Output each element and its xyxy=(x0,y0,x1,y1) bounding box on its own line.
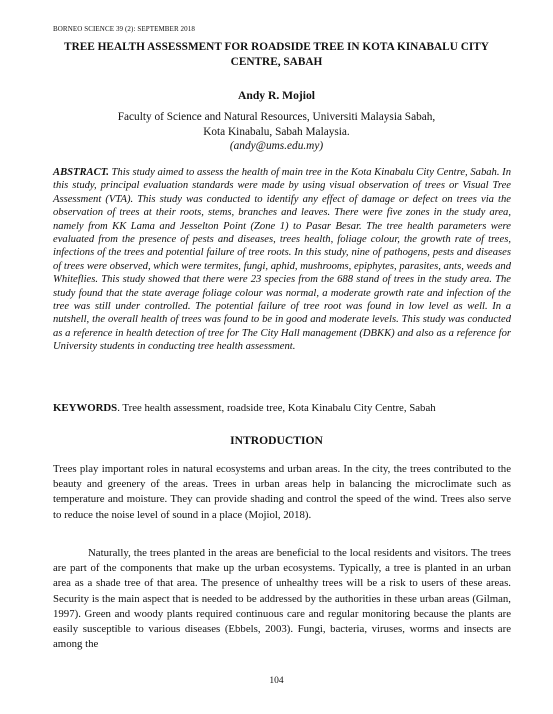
keywords-label: KEYWORDS xyxy=(53,402,118,414)
author-email: (andy@ums.edu.my) xyxy=(229,140,324,153)
affiliation xyxy=(0,110,553,154)
paper-title: TREE HEALTH ASSESSMENT FOR ROADSIDE TREE IN KOTA KINABALU CITY CENTRE, SABAH xyxy=(64,41,489,68)
intro-paragraph-2: Naturally, the trees planted in the areas are beneficial to the local residents and visitors. The trees are part of the components that make up the urban ecosystems. Typically, a tree is planted in an urban area as a shade tree of that area. The presence of unhealthy trees will be a risk to users of these areas. Security is the main aspect that is needed to be addressed by the authorities in these urban areas (Gilman, 1997). Green and woody plants required continuous care and regular monitoring because the plants are easily susceptible to various diseases (Ebbels, 2003). Fungi, bacteria, viruses, worms and insects are among the xyxy=(53,547,511,651)
affiliation-line-1: Faculty of Science and Natural Resources, Universiti Malaysia Sabah, xyxy=(117,111,436,123)
journal-header: BORNEO SCIENCE 39 (2): SEPTEMBER 2018 xyxy=(53,25,195,33)
keywords xyxy=(53,402,511,414)
author-name: Andy R. Mojiol xyxy=(238,89,315,102)
abstract xyxy=(53,166,511,354)
keywords-text: . Tree health assessment, roadside tree, Kota Kinabalu City Centre, Sabah xyxy=(117,402,436,414)
page-number: 104 xyxy=(269,676,284,686)
section-heading-introduction: INTRODUCTION xyxy=(230,434,323,447)
abstract-text: This study aimed to assess the health of main tree in the Kota Kinabalu City Centre, Sabah. In this study, principal evaluation standards were made by using visual observation of trees or Visual Tree Assessment (VTA). This study was conducted to identify any effect of damage or defect on trees via the observation of trees at their roots, stems, branches and leaves. There were five zones in the study area, namely from KK Lama and Jesselton Point (Zone 1) to Pasar Besar. The tree health parameters were evaluated from the presence of pests and diseases, trees health, foliage colour, the growth rate of trees, infections of the trees and potential failure of tree roots. In this study, nine of pathogens, pests and diseases of trees were observed, which were termites, fungi, aphid, mushrooms, epiphytes, parasites, ants, weeds and Whiteflies. This study showed that there were 23 species from the 688 stand of trees in the study area. The study found that the state average foliage colour was normal, a moderate growth rate and infection of the tree was still under controlled. The potential failure of tree root was found in low level as well. In a nutshell, the overall health of trees was found to be in good and moderate levels. This study was conducted as a reference in health detection of tree for The City Hall management (DBKK) and also as a reference for University students in conducting tree health assessment. xyxy=(53,167,511,353)
intro-paragraph-1: Trees play important roles in natural ecosystems and urban areas. In the city, the trees contributed to the beauty and greenery of the areas. Trees in urban areas help in balancing the microclimate such as temperature and moisture. They can provide shading and control the speed of the wind. Trees also serve to reduce the noise level of sound in a place (Mojiol, 2018). xyxy=(53,463,511,521)
affiliation-line-2: Kota Kinabalu, Sabah Malaysia. xyxy=(203,125,350,138)
abstract-label: ABSTRACT. xyxy=(53,167,109,178)
